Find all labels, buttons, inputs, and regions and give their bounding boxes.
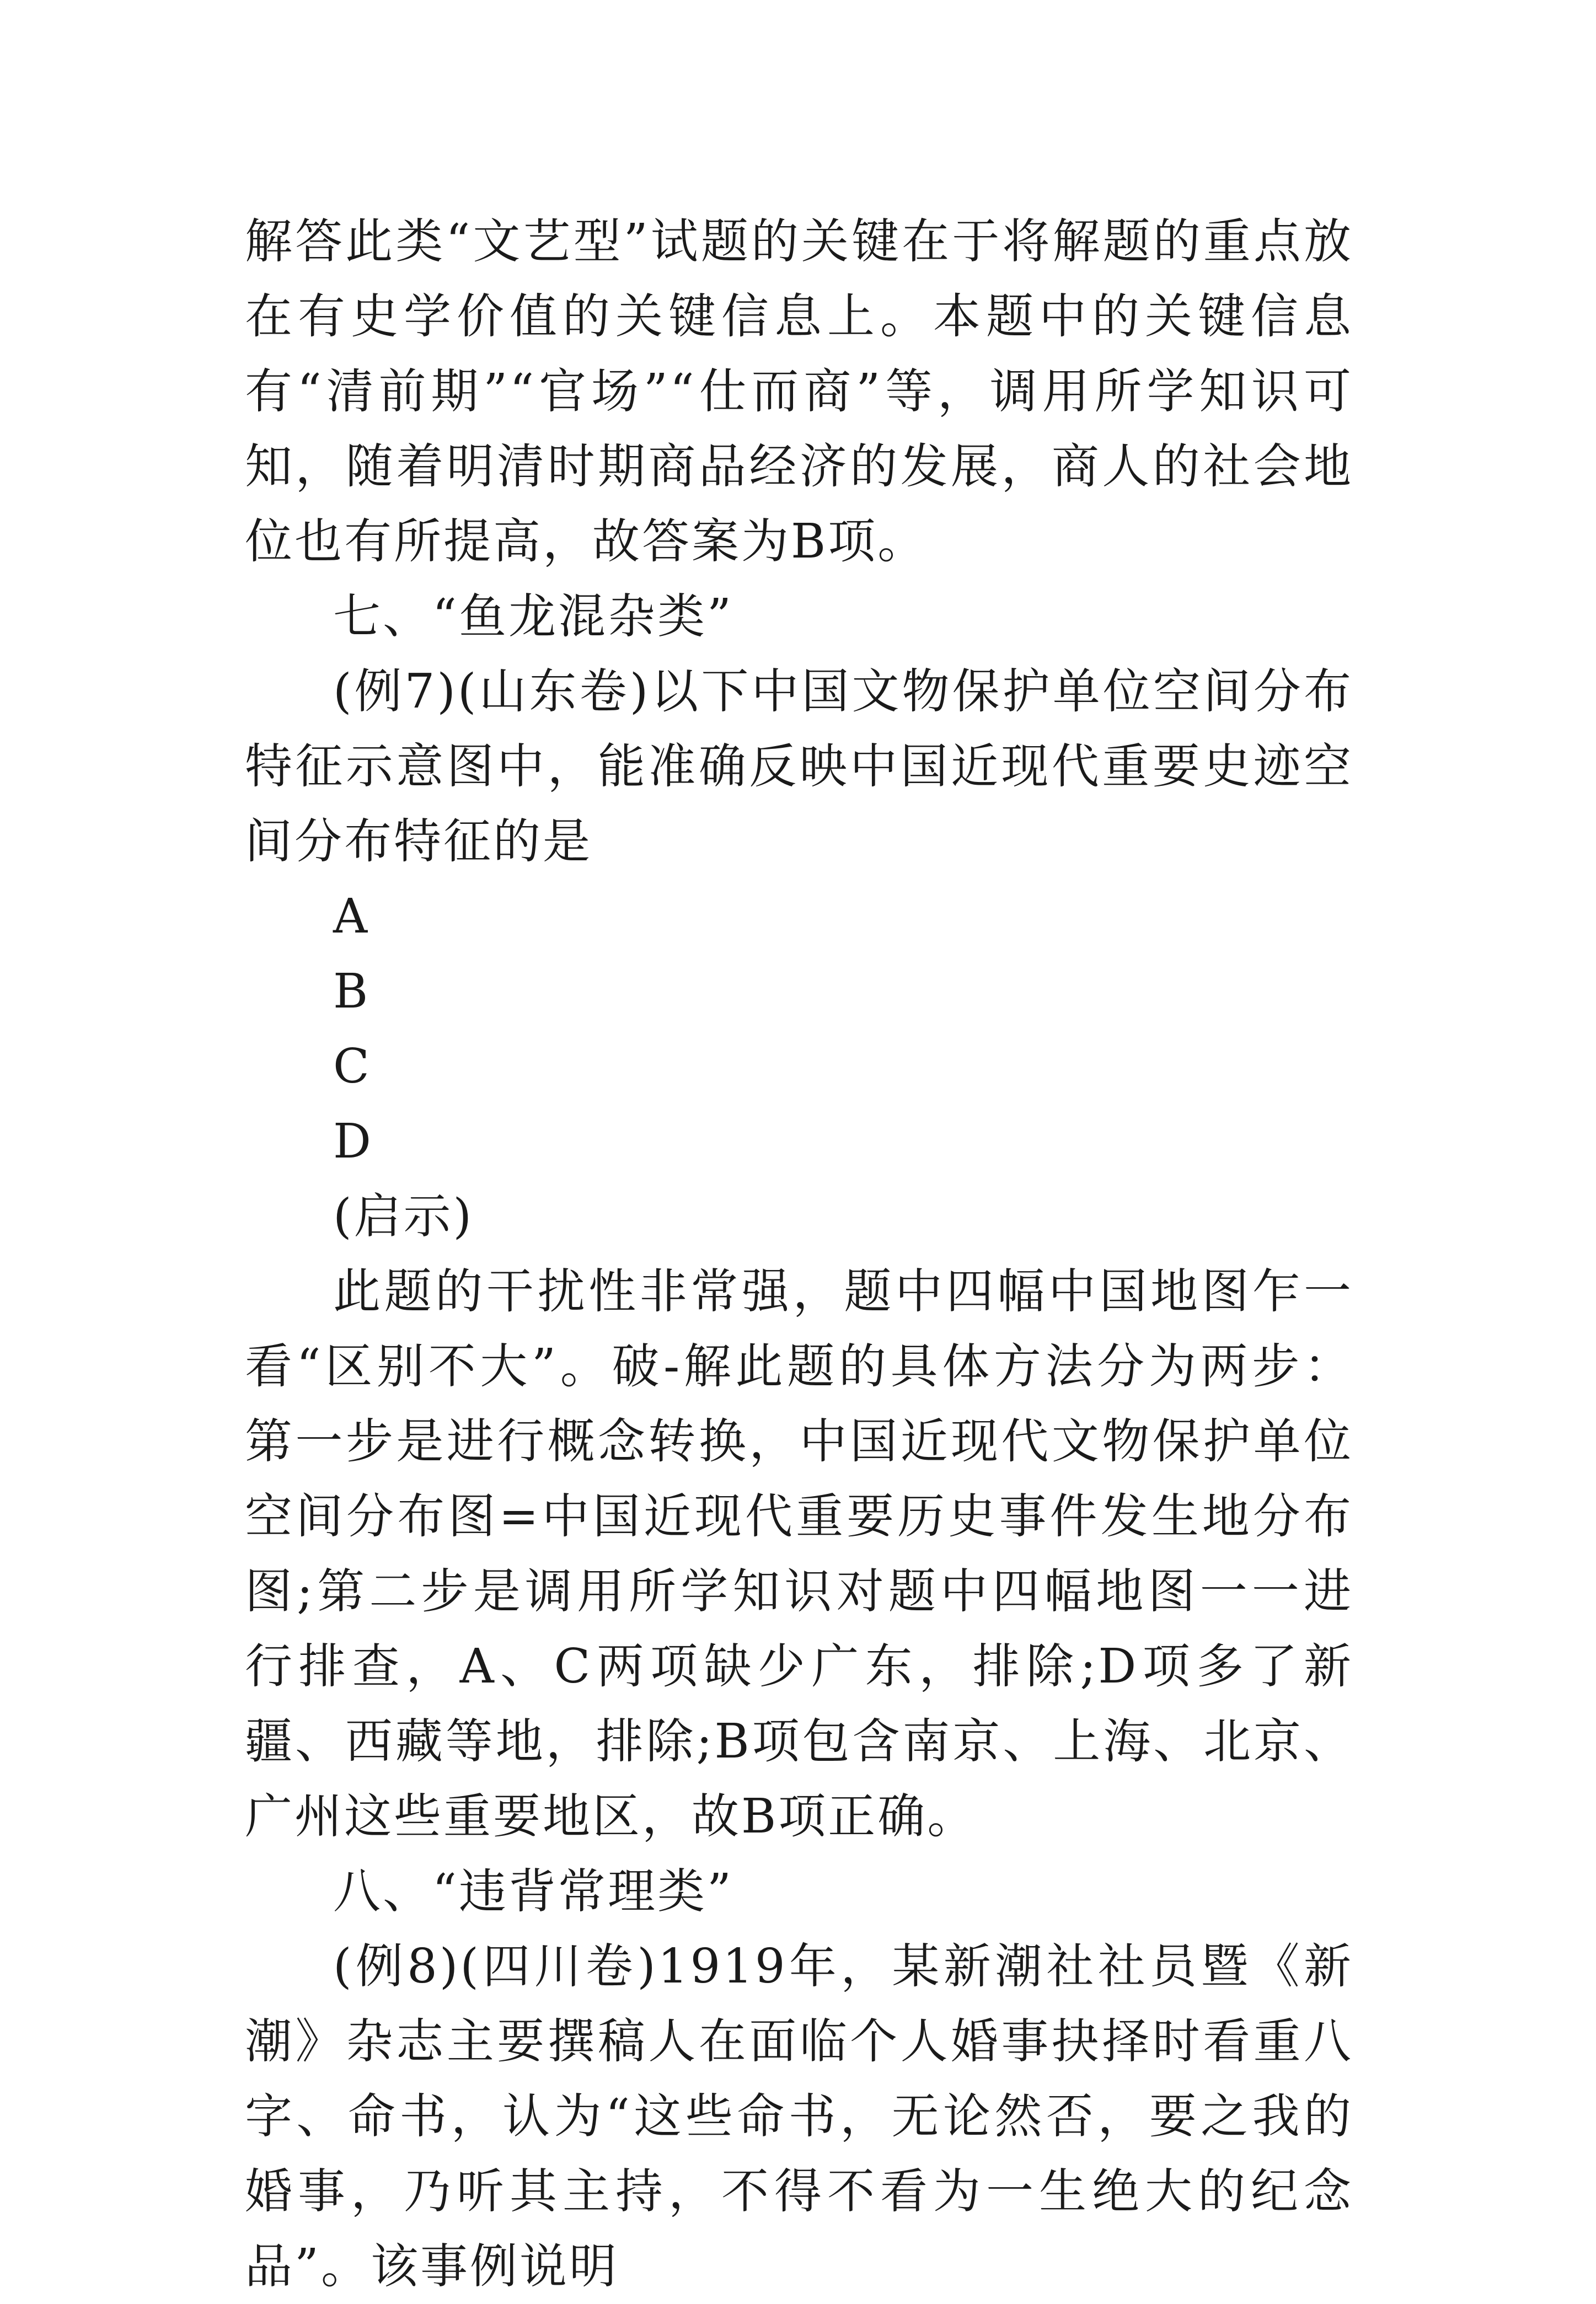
document-body [245, 204, 1353, 2304]
paragraph-answer-explanation-6: 解答此类“文艺型”试题的关键在于将解题的重点放在有史学价值的关键信息上。本题中的关键信息有“清前期”“官场”“仕而商”等，调用所学知识可知，随着明清时期商品经济的发展，商人的社会地位也有所提高，故答案为B项。 [245, 214, 1353, 569]
section-heading-8: 八、“违背常理类” [333, 1864, 733, 1919]
section-heading-7: 七、“鱼龙混杂类” [333, 589, 733, 644]
option-d: D [333, 1114, 373, 1169]
option-b: B [333, 964, 371, 1019]
option-a: A [333, 889, 370, 944]
hint-label: (启示) [333, 1189, 474, 1244]
option-c: C [333, 1039, 372, 1094]
paragraph-answer-explanation-7: 此题的干扰性非常强，题中四幅中国地图乍一看“区别不大”。破-解此题的具体方法分为两步：第一步是进行概念转换，中国近现代文物保护单位空间分布图=中国近现代重要历史事件发生地分布图;第二步是调用所学知识对题中四幅地图一一进行排查，A、C两项缺少广东，排除;D项多了新疆、西藏等地，排除;B项包含南京、上海、北京、广州这些重要地区，故B项正确。 [245, 1264, 1353, 1844]
question-8: (例8)(四川卷)1919年，某新潮社社员暨《新潮》杂志主要撰稿人在面临个人婚事抉择时看重八字、命书，认为“这些命书，无论然否，要之我的婚事，乃听其主持，不得不看为一生绝大的纪念品”。该事例说明 [245, 1939, 1353, 2294]
question-7: (例7)(山东卷)以下中国文物保护单位空间分布特征示意图中，能准确反映中国近现代重要史迹空间分布特征的是 [245, 664, 1353, 869]
